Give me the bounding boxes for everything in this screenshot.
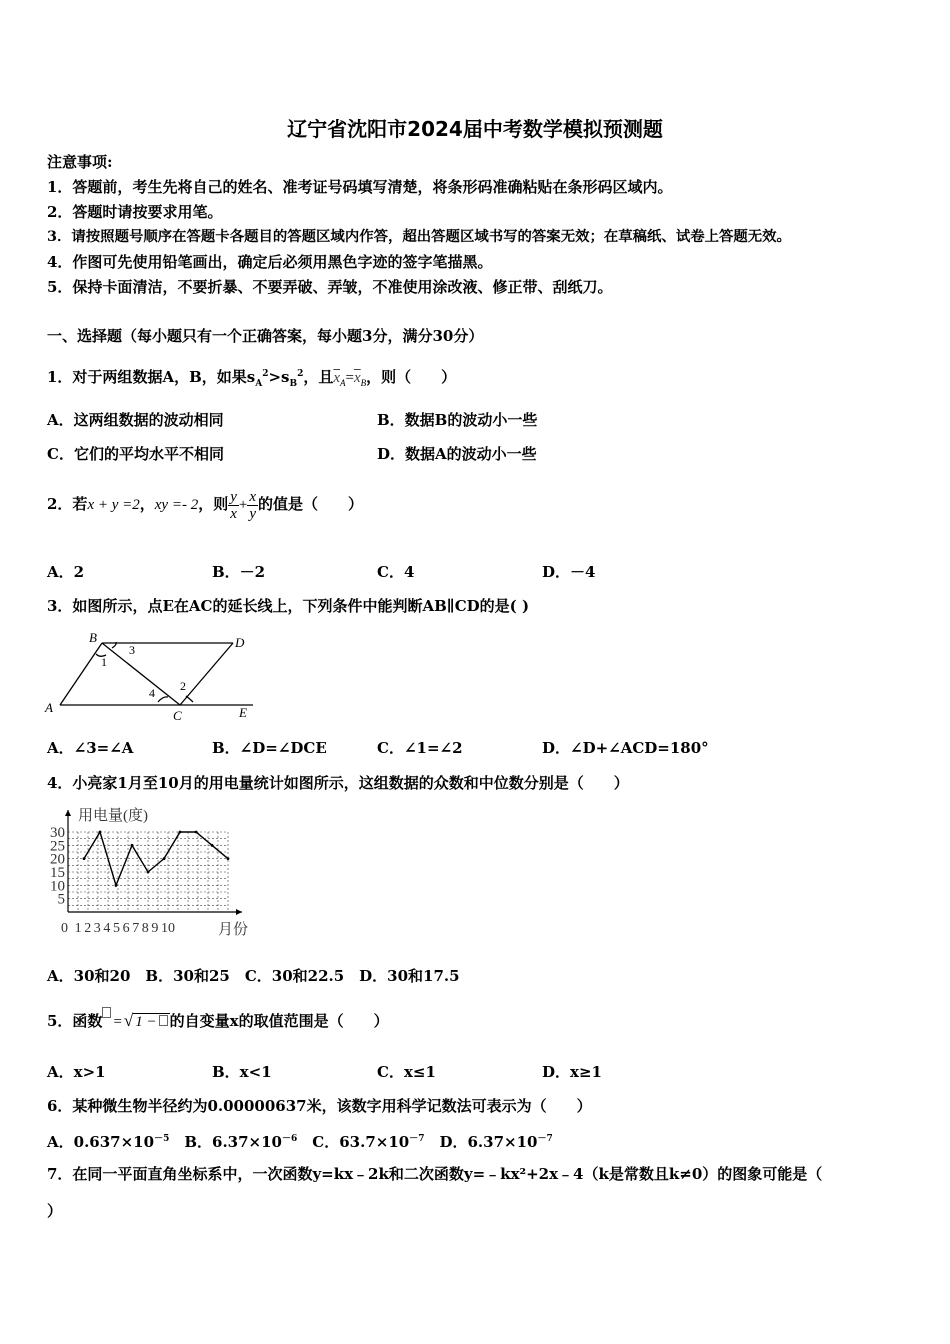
x-tick-label: 3 — [93, 921, 101, 936]
label-angle-4: 4 — [149, 686, 155, 700]
x-tick-label: 0 — [61, 921, 68, 936]
option-a: A．x>1 — [47, 1063, 106, 1081]
y-tick-label: 30 — [50, 825, 65, 841]
y-tick-label: 5 — [57, 891, 65, 908]
x-axis-label: 月份 — [218, 922, 249, 938]
data-point — [83, 857, 86, 860]
notice-item: 4．作图可先使用铅笔画出，确定后必须用黑色字迹的签字笔描黑。 — [47, 253, 493, 271]
option-c: C．∠1=∠2 — [377, 739, 463, 757]
notice-item: 3．请按照题号顺序在答题卡各题目的答题区域内作答，超出答题区域书写的答案无效；在草稿纸、试卷上答题无效。 — [47, 228, 791, 245]
question-4-options: A．30和20 B．30和25 C．30和22.5 D．30和17.5 — [47, 967, 460, 985]
notice-item: 1．答题前，考生先将自己的姓名、准考证号码填写清楚，将条形码准确粘贴在条形码区域内。 — [47, 178, 673, 196]
x-tick-label: 2 — [84, 921, 92, 936]
label-b: B — [89, 630, 97, 645]
data-point — [195, 831, 198, 834]
fraction: $\frac{x}{y}$ — [249, 488, 257, 522]
x-tick-label: 8 — [141, 921, 149, 936]
question-6: 6．某种微生物半径约为0.00000637米，该数字用科学记数法可表示为（ ） — [47, 1097, 592, 1115]
x-axis-arrow — [236, 909, 242, 915]
option-a: A．2 — [47, 563, 85, 581]
data-point — [147, 871, 150, 874]
data-point — [115, 884, 118, 887]
label-e: E — [239, 705, 247, 720]
option-d: D．∠D+∠ACD=180° — [542, 739, 709, 757]
data-point — [211, 844, 214, 847]
y-axis-arrow — [65, 810, 71, 816]
label-angle-3: 3 — [129, 643, 135, 657]
data-point — [99, 831, 102, 834]
label-angle-2: 2 — [180, 679, 186, 693]
x-tick-label: 10 — [161, 921, 175, 936]
option-d: D．数据A的波动小一些 — [377, 445, 537, 463]
y-tick-label: 15 — [50, 865, 65, 881]
option-a: A．这两组数据的波动相同 — [47, 411, 224, 429]
data-point — [131, 844, 134, 847]
question-7-cont: ） — [47, 1202, 63, 1220]
data-point — [179, 831, 182, 834]
data-point — [227, 857, 230, 860]
label-a: A — [45, 700, 53, 715]
geometry-figure — [40, 628, 265, 724]
option-c: C．x≤1 — [377, 1063, 436, 1081]
fraction: $\frac{y}{x}$ — [230, 488, 237, 522]
option-b: B．数据B的波动小一些 — [377, 411, 538, 429]
question-2: 2．若x + y =2，xy =- 2，则 $\frac{y}{x}$ + $\frac{x}{y}$ 的值是（ ） — [47, 488, 364, 522]
y-tick-label: 20 — [50, 851, 65, 868]
question-5: 5．函数 = √ 1 − 的自变量x的取值范围是（ ） — [47, 1007, 389, 1032]
label-c: C — [173, 708, 182, 723]
option-b: B．－2 — [212, 563, 266, 581]
question-4: 4．小亮家1月至10月的用电量统计如图所示，这组数据的众数和中位数分别是（ ） — [47, 774, 629, 792]
x-tick-label: 7 — [132, 921, 140, 936]
missing-glyph-box — [159, 1015, 168, 1026]
notice-item: 5．保持卡面清洁，不要折暴、不要弄破、弄皱，不准使用涂改液、修正带、刮纸刀。 — [47, 278, 613, 296]
usage-line-chart — [44, 800, 259, 940]
label-d: D — [235, 635, 245, 650]
label-angle-1: 1 — [101, 655, 107, 669]
x-tick-label: 6 — [122, 921, 130, 936]
question-7: 7．在同一平面直角坐标系中，一次函数y=kx﹣2k和二次函数y=﹣kx²+2x﹣4（k是常数且k≠0）的图象可能是（ — [47, 1165, 823, 1183]
section-heading: 一、选择题（每小题只有一个正确答案，每小题3分，满分30分） — [47, 327, 484, 345]
option-a: A．∠3=∠A — [47, 739, 134, 757]
option-b: B．x<1 — [212, 1063, 272, 1081]
question-6-options: A．$0.637\times 10^{-5}$ B．$6.37\times 10^{-6}$ C．$63.7\times 10^{-7}$ D．$6.37\times 10^{-7}$ — [47, 1133, 553, 1151]
page-title: 辽宁省沈阳市2024届中考数学模拟预测题 — [287, 117, 663, 141]
x-tick-label: 1 — [74, 921, 82, 936]
question-1: 1．对于两组数据A，B，如果$s_A^2>s_B^2$，且$\overline{x}_A=\overline{x}_B$，则（ ） — [47, 368, 457, 389]
notice-heading: 注意事项: — [47, 153, 113, 171]
option-b: B．∠D=∠DCE — [212, 739, 327, 757]
x-tick-label: 9 — [151, 921, 159, 936]
missing-glyph-box — [102, 1007, 111, 1018]
option-d: D．x≥1 — [542, 1063, 602, 1081]
x-tick-label: 4 — [103, 921, 111, 936]
y-tick-label: 10 — [50, 878, 65, 895]
option-c: C．它们的平均水平不相同 — [47, 445, 224, 463]
y-tick-label: 25 — [50, 838, 65, 855]
notice-item: 2．答题时请按要求用笔。 — [47, 203, 223, 221]
question-3: 3．如图所示，点E在AC的延长线上，下列条件中能判断AB∥CD的是( ) — [47, 597, 530, 615]
data-point — [163, 857, 166, 860]
option-d: D．－4 — [542, 563, 596, 581]
y-axis-label: 用电量(度) — [78, 808, 148, 824]
option-c: C．4 — [377, 563, 415, 581]
x-tick-label: 5 — [113, 921, 120, 936]
